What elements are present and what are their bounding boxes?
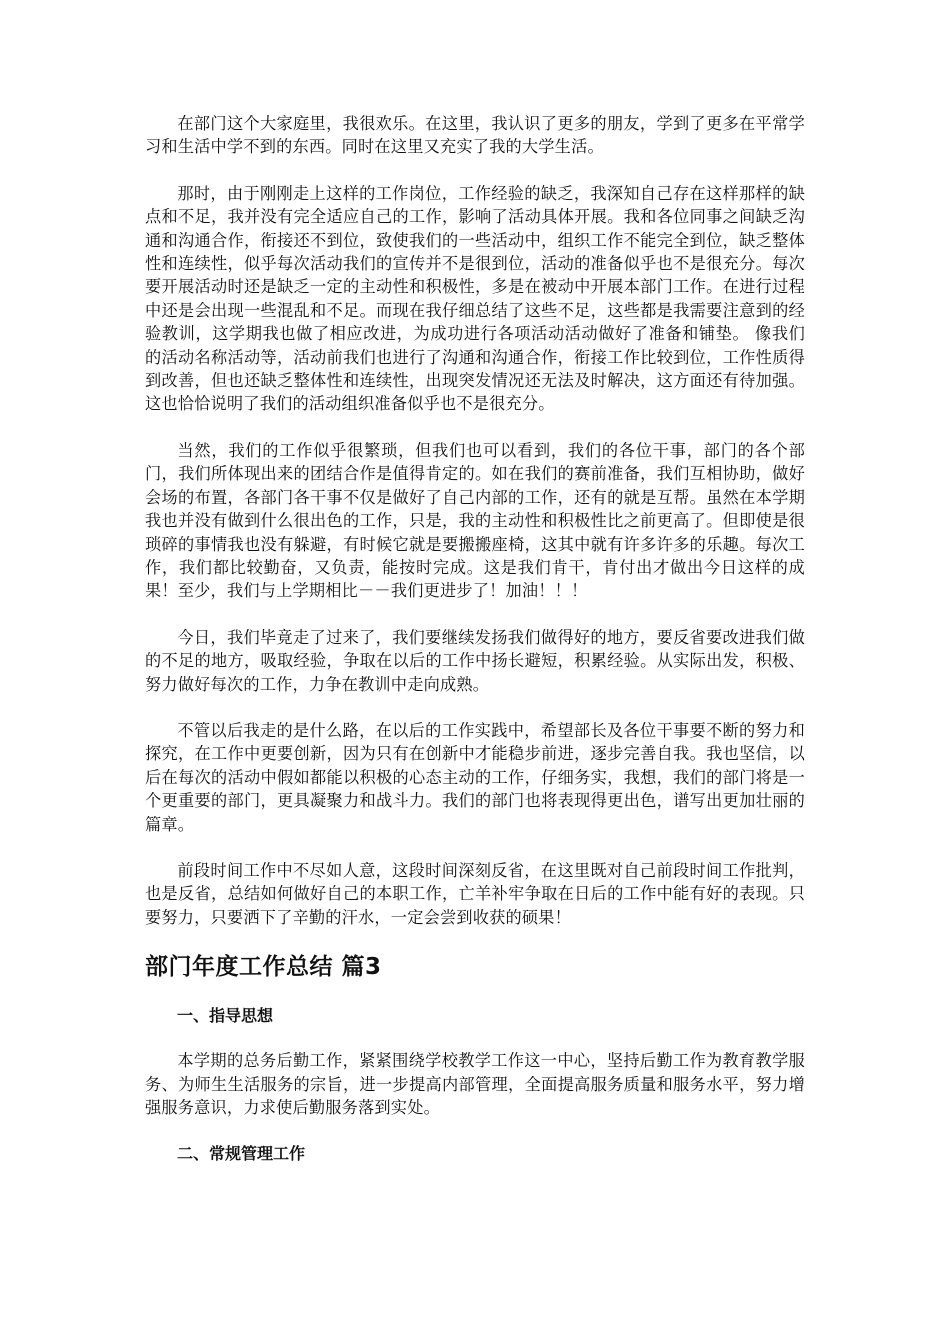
paragraph-6: 前段时间工作中不尽如人意，这段时间深刻反省，在这里既对自己前段时间工作批判，也是反省，总结如何做好自己的本职工作，亡羊补牢争取在日后的工作中能有好的表现。只要努力，只要洒下了辛勤的汗水，一定会尝到收获的硕果！ [145,860,805,927]
paragraph-3: 当然，我们的工作似乎很繁琐，但我们也可以看到，我们的各位干事，部门的各个部门，我们所体现出来的团结合作是值得肯定的。如在我们的赛前准备，我们互相协助，做好会场的布置，各部门各干事不仅是做好了自己内部的工作，还有的就是互帮。虽然在本学期我也并没有做到什么很出色的工作，只是，我的主动性和积极性比之前更高了。但即使是很琐碎的事情我也没有躲避，有时候它就是要搬搬座椅，这其中就有许多许多的乐趣。每次工作，我们都比较勤奋，又负责，能按时完成。这是我们肯干，肯付出才做出今日这样的成果！至少，我们与上学期相比－－我们更进步了！加油！！！ [145,440,805,601]
paragraph-1: 在部门这个大家庭里，我很欢乐。在这里，我认识了更多的朋友，学到了更多在平常学习和生活中学不到的东西。同时在这里又充实了我的大学生活。 [145,114,805,157]
subheading-routine-management: 二、常规管理工作 [177,1144,306,1164]
paragraph-4: 今日，我们毕竟走了过来了，我们要继续发扬我们做得好的地方，要反省要改进我们做的不足的地方，吸取经验，争取在以后的工作中扬长避短，积累经验。从实际出发，积极、努力做好每次的工作，力争在教训中走向成熟。 [145,627,805,694]
subheading-guiding-thought: 一、指导思想 [177,1006,274,1026]
document-page [145,112,805,1187]
paragraph-5: 不管以后我走的是什么路，在以后的工作实践中，希望部长及各位干事要不断的努力和探究，在工作中更要创新，因为只有在创新中才能稳步前进，逐步完善自我。我也坚信，以后在每次的活动中假如都能以积极的心态主动的工作，仔细务实，我想，我们的部门将是一个更重要的部门，更具凝聚力和战斗力。我们的部门也将表现得更出色，谱写出更加壮丽的篇章。 [145,720,805,834]
paragraph-2: 那时，由于刚刚走上这样的工作岗位，工作经验的缺乏，我深知自己存在这样那样的缺点和不足，我并没有完全适应自己的工作，影响了活动具体开展。我和各位同事之间缺乏沟通和沟通合作，衔接还不到位，致使我们的一些活动中，组织工作不能完全到位，缺乏整体性和连续性，似乎每次活动我们的宣传并不是很到位，活动的准备似乎也不是很充分。每次要开展活动时还是缺乏一定的主动性和积极性，多是在被动中开展本部门工作。在进行过程中还是会出现一些混乱和不足。而现在我仔细总结了这些不足，这些都是我需要注意到的经验教训，这学期我也做了相应改进，为成功进行各项活动活动做好了准备和铺垫。 像我们的活动名称活动等，活动前我们也进行了沟通和沟通合作，衔接工作比较到位，工作性质得到改善，但也还缺乏整体性和连续性，出现突发情况还无法及时解决，这方面还有待加强。这也恰恰说明了我们的活动组织准备似乎也不是很充分。 [145,183,805,414]
section-title: 部门年度工作总结 篇3 [145,954,382,981]
paragraph-7: 本学期的总务后勤工作，紧紧围绕学校教学工作这一中心，坚持后勤工作为教育教学服务、为师生生活服务的宗旨，进一步提高内部管理，全面提高服务质量和服务水平，努力增强服务意识，力求使后勤服务落到实处。 [145,1051,805,1117]
